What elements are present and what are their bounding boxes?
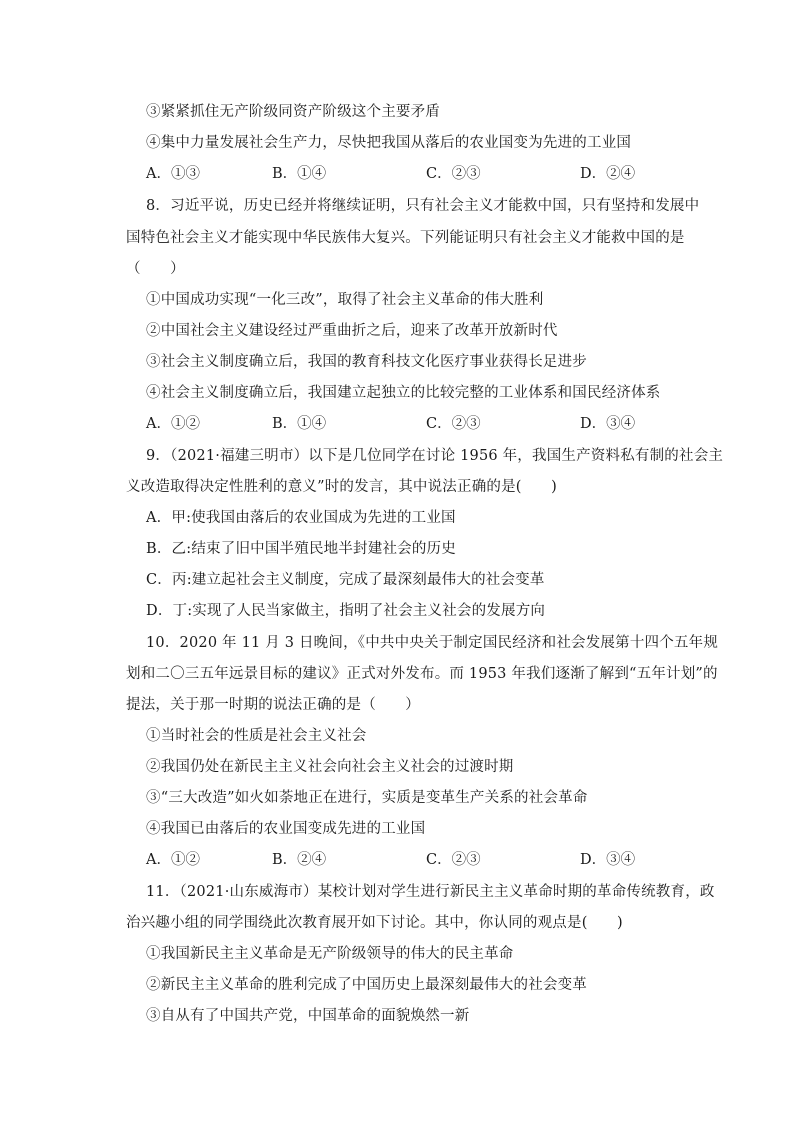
q7-options xyxy=(146,164,666,184)
q8-item-3: ③社会主义制度确立后，我国的教育科技文化医疗事业获得长足进步 xyxy=(146,354,587,370)
q11-item-1: ①我国新民主主义革命是无产阶级领导的伟大的民主革命 xyxy=(146,946,514,962)
q10-item-4: ④我国已由落后的农业国变成先进的工业国 xyxy=(146,821,426,837)
q10-item-2: ②我国仍处在新民主主义社会向社会主义社会的过渡时期 xyxy=(146,759,514,775)
q10-item-1: ①当时社会的性质是社会主义社会 xyxy=(146,728,367,744)
q9-option-a: A．甲:使我国由落后的农业国成为先进的工业国 xyxy=(146,510,456,526)
q9-stem-line-2: 义改造取得决定性胜利的意义”时的发言，其中说法正确的是( ) xyxy=(126,479,557,495)
q7-option-c: C．②③ xyxy=(426,166,481,182)
q10-stem-line-3: 提法，关于那一时期的说法正确的是（ ） xyxy=(126,697,420,713)
q11-item-3: ③自从有了中国共产党，中国革命的面貌焕然一新 xyxy=(146,1008,470,1024)
q8-stem-line-2: 国特色社会主义才能实现中华民族伟大复兴。下列能证明只有社会主义才能救中国的是 xyxy=(126,230,685,246)
q8-option-d: D．③④ xyxy=(580,416,636,432)
q8-item-2: ②中国社会主义建设经过严重曲折之后，迎来了改革开放新时代 xyxy=(146,323,558,339)
q10-option-a: A．①② xyxy=(146,852,200,868)
q10-options xyxy=(146,850,666,870)
q9-option-c: C．丙:建立起社会主义制度，完成了最深刻最伟大的社会变革 xyxy=(146,572,545,588)
q9-option-b: B．乙:结束了旧中国半殖民地半封建社会的历史 xyxy=(146,541,456,557)
q11-stem-line-1: 11．（2021·山东威海市）某校计划对学生进行新民主主义革命时期的革命传统教育，政 xyxy=(146,884,715,900)
q8-option-a: A．①② xyxy=(146,416,200,432)
q11-item-2: ②新民主主义革命的胜利完成了中国历史上最深刻最伟大的社会变革 xyxy=(146,977,587,993)
q10-option-c: C．②③ xyxy=(426,852,481,868)
q8-item-4: ④社会主义制度确立后，我国建立起独立的比较完整的工业体系和国民经济体系 xyxy=(146,385,661,401)
q8-options xyxy=(146,414,666,434)
q7-item-4: ④集中力量发展社会生产力，尽快把我国从落后的农业国变为先进的工业国 xyxy=(146,135,632,151)
q8-option-b: B．①④ xyxy=(272,416,327,432)
q8-stem-line-3: （ ） xyxy=(126,261,185,277)
q10-item-3: ③“三大改造”如火如荼地正在进行，实质是变革生产关系的社会革命 xyxy=(146,790,588,806)
q11-stem-line-2: 治兴趣小组的同学围绕此次教育展开如下讨论。其中，你认同的观点是( ) xyxy=(126,915,623,931)
q10-option-b: B．②④ xyxy=(272,852,327,868)
q10-stem-line-2: 划和二〇三五年远景目标的建议》正式对外发布。而 1953 年我们逐渐了解到“五年计划”的 xyxy=(126,666,718,682)
q7-item-3: ③紧紧抓住无产阶级同资产阶级这个主要矛盾 xyxy=(146,104,440,120)
q8-item-1: ①中国成功实现“一化三改”，取得了社会主义革命的伟大胜利 xyxy=(146,292,544,308)
q8-option-c: C．②③ xyxy=(426,416,481,432)
q10-option-d: D．③④ xyxy=(580,852,636,868)
q9-option-d: D．丁:实现了人民当家做主，指明了社会主义社会的发展方向 xyxy=(146,603,546,619)
q7-option-a: A．①③ xyxy=(146,166,200,182)
q8-stem-line-1: 8．习近平说，历史已经并将继续证明，只有社会主义才能救中国，只有坚持和发展中 xyxy=(146,198,700,214)
q7-option-b: B．①④ xyxy=(272,166,327,182)
q9-stem-line-1: 9．（2021·福建三明市）以下是几位同学在讨论 1956 年，我国生产资料私有制的社会主 xyxy=(146,448,724,464)
q7-option-d: D．②④ xyxy=(580,166,636,182)
q10-stem-line-1: 10．2020 年 11 月 3 日晚间，《中共中央关于制定国民经济和社会发展第十四个五年规 xyxy=(146,635,719,651)
